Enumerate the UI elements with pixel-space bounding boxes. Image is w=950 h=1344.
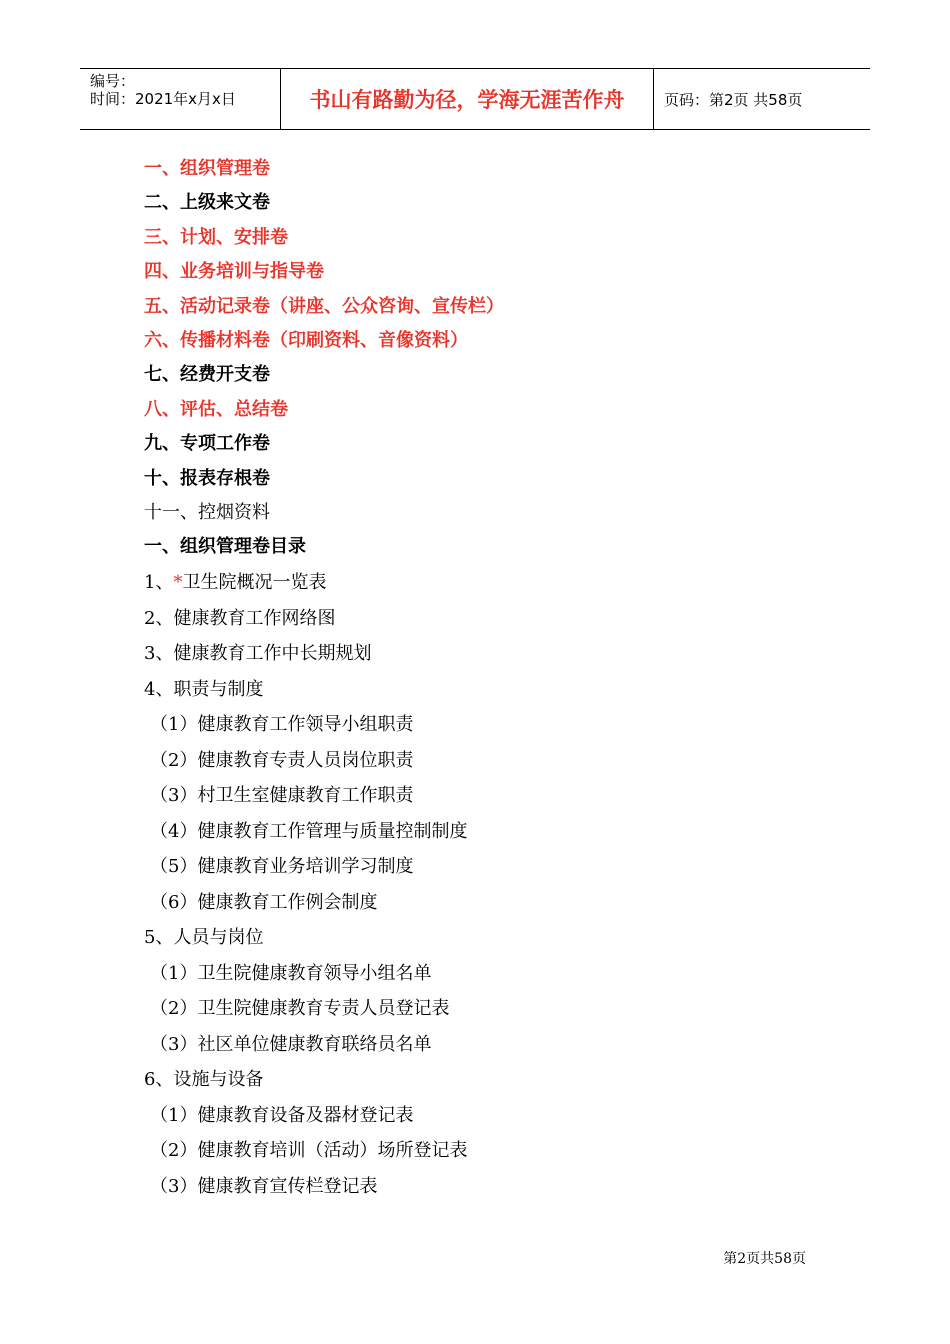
item-number: 1、 bbox=[144, 572, 174, 593]
catalog-subitem: （1）健康教育工作领导小组职责 bbox=[150, 714, 414, 735]
header-meta bbox=[80, 69, 281, 129]
volume-item: 一、组织管理卷 bbox=[144, 158, 270, 179]
volume-item: 六、传播材料卷（印刷资料、音像资料） bbox=[144, 329, 468, 351]
number-label: 编号： bbox=[90, 72, 136, 90]
catalog-subitem: （3）健康教育宣传栏登记表 bbox=[150, 1175, 378, 1197]
volume-item: 五、活动记录卷（讲座、公众咨询、宣传栏） bbox=[144, 295, 504, 317]
volume-item: 二、上级来文卷 bbox=[144, 192, 270, 214]
catalog-item: 3、健康教育工作中长期规划 bbox=[144, 643, 372, 664]
volume-item: 三、计划、安排卷 bbox=[144, 226, 288, 248]
catalog-item: 2、健康教育工作网络图 bbox=[144, 607, 336, 629]
catalog-item: 5、人员与岗位 bbox=[144, 927, 264, 948]
header-motto: 书山有路勤为径，学海无涯苦作舟 bbox=[281, 69, 654, 129]
volume-list bbox=[144, 152, 504, 565]
catalog-list bbox=[144, 565, 467, 1204]
catalog-subitem: （5）健康教育业务培训学习制度 bbox=[150, 856, 414, 877]
page-footer: 第2页共58页 bbox=[723, 1251, 806, 1267]
volume-item: 四、业务培训与指导卷 bbox=[144, 261, 324, 283]
volume-item: 九、专项工作卷 bbox=[144, 433, 270, 455]
catalog-item: 6、设施与设备 bbox=[144, 1069, 264, 1090]
catalog-item: 4、职责与制度 bbox=[144, 678, 264, 700]
catalog-subitem: （3）社区单位健康教育联络员名单 bbox=[150, 1033, 432, 1055]
catalog-item bbox=[144, 565, 467, 601]
volume-item: 八、评估、总结卷 bbox=[144, 398, 288, 420]
catalog-subitem: （3）村卫生室健康教育工作职责 bbox=[150, 785, 414, 806]
catalog-subitem: （6）健康教育工作例会制度 bbox=[150, 891, 378, 913]
catalog-subitem: （4）健康教育工作管理与质量控制制度 bbox=[150, 820, 468, 842]
catalog-subitem: （1）卫生院健康教育领导小组名单 bbox=[150, 962, 432, 984]
catalog-subitem: （2）卫生院健康教育专责人员登记表 bbox=[150, 998, 450, 1019]
catalog-subitem: （2）健康教育培训（活动）场所登记表 bbox=[150, 1140, 468, 1161]
volume-item: 十一、控烟资料 bbox=[144, 501, 270, 523]
catalog-heading: 一、组织管理卷目录 bbox=[144, 536, 306, 558]
catalog-subitem: （1）健康教育设备及器材登记表 bbox=[150, 1104, 414, 1126]
time-label: 时间：2021年x月x日 bbox=[90, 90, 236, 108]
volume-item: 七、经费开支卷 bbox=[144, 364, 270, 386]
header-page-info: 页码：第2页 共58页 bbox=[664, 90, 803, 109]
volume-item: 十、报表存根卷 bbox=[144, 467, 270, 489]
star-mark: * bbox=[173, 572, 183, 593]
catalog-subitem: （2）健康教育专责人员岗位职责 bbox=[150, 749, 414, 771]
item-text: 卫生院概况一览表 bbox=[182, 572, 327, 593]
page-header bbox=[80, 68, 870, 130]
